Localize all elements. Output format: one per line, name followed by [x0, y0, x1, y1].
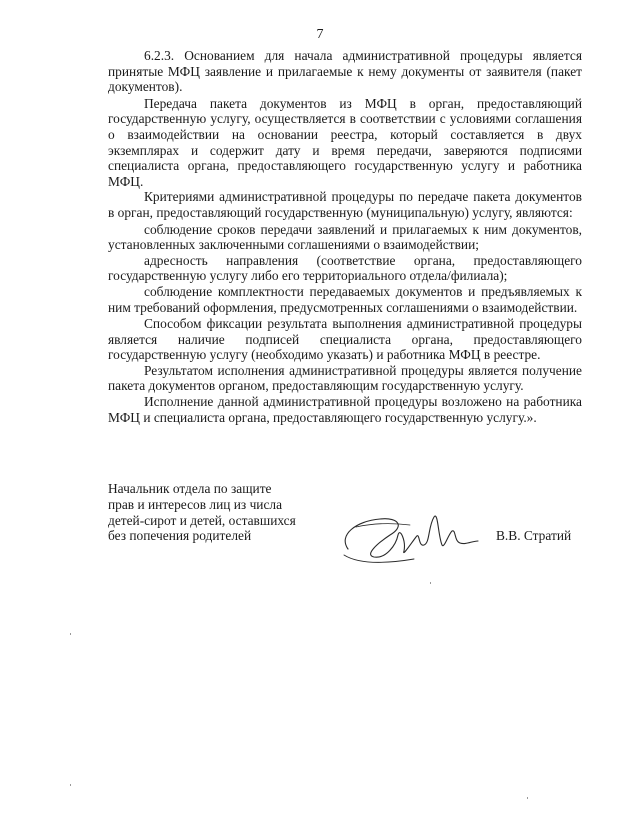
list-item: соблюдение сроков передачи заявлений и прилагаемых к ним документов, установленных заключенными соглашениями о взаимодействии; [108, 221, 582, 253]
paragraph: Критериями административной процедуры по передаче пакета документов в орган, предоставляющий государственную (муниципальную) услугу, являются: [108, 189, 582, 220]
list-item: соблюдение комплектности передаваемых документов и предъявляемых к ним требований оформления, предусмотренных соглашениями о взаимодействии. [108, 283, 582, 315]
paragraph: Способом фиксации результата выполнения административной процедуры является наличие подписей специалиста органа, предоставляющего государственную услугу (необходимо указать) и работника МФЦ в реестре. [108, 316, 582, 363]
page-number: 7 [316, 27, 324, 42]
handwritten-signature-icon [334, 505, 484, 565]
paragraph: Исполнение данной административной процедуры возложено на работника МФЦ и специалиста органа, предоставляющего государственную услугу.». [108, 394, 582, 425]
signatory-position [108, 481, 328, 544]
scan-speck [430, 582, 431, 584]
scan-speck [70, 633, 71, 635]
position-line: прав и интересов лиц из числа [108, 496, 283, 512]
signer-name: В.В. Стратий [496, 528, 572, 543]
scan-speck [70, 784, 71, 786]
position-line: детей-сирот и детей, оставшихся [108, 512, 296, 528]
paragraph: Передача пакета документов из МФЦ в орган, предоставляющий государственную услугу, осуществляется в соответствии с условиями соглашения о взаимодействии на основании реестра, который составляется в двух экземплярах и содержит дату и время передачи, заверяются подписями специалиста органа, предоставляющего государственную услугу и работника МФЦ. [108, 95, 582, 189]
scan-speck [527, 797, 528, 799]
position-line: Начальник отдела по защите [108, 481, 272, 496]
list-item: адресность направления (соответствие органа, предоставляющего государственную услугу либо его территориального отдела/филиала); [108, 252, 582, 284]
paragraph: Результатом исполнения административной процедуры является получение пакета документов органом, предоставляющим государственную услугу. [108, 362, 582, 394]
paragraph: 6.2.3. Основанием для начала административной процедуры является принятые МФЦ заявление и прилагаемые к нему документы от заявителя (пакет документов). [108, 48, 582, 95]
document-body [108, 48, 582, 425]
position-line: без попечения родителей [108, 528, 252, 544]
